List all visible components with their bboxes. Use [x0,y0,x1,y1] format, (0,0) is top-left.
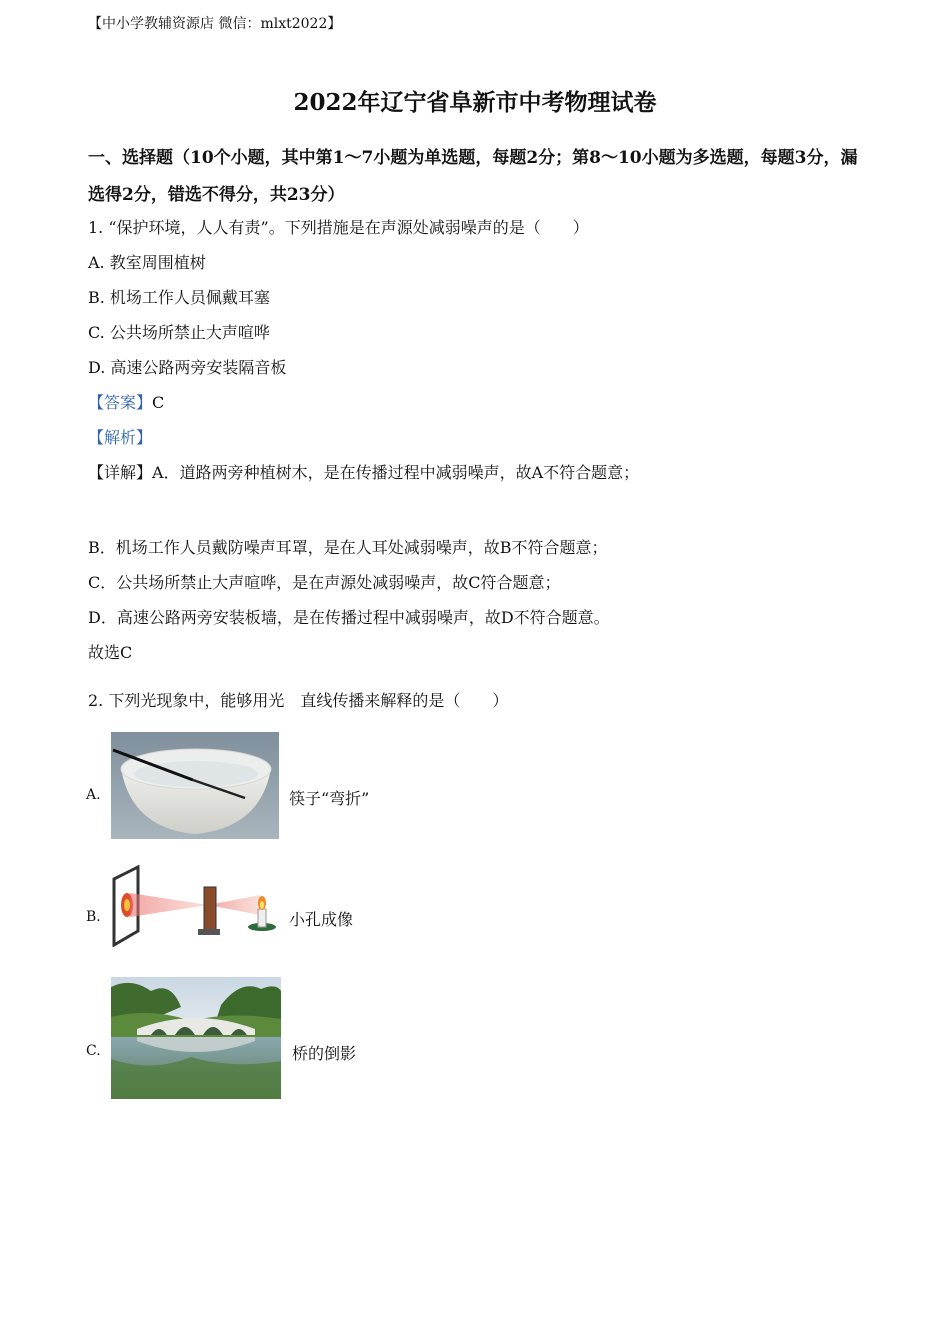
q1-detail-d: D．高速公路两旁安装板墙，是在传播过程中减弱噪声，故D不符合题意。 [88,608,610,627]
answer-value: C [152,393,165,412]
q1-option-c: C. 公共场所禁止大声喧哗 [88,323,270,342]
q2-option-b-letter: B. [86,909,101,925]
q1-conclusion: 故选C [88,643,133,662]
q1-option-a: A. 教室周围植树 [88,253,206,272]
q1-detail-c: C．公共场所禁止大声喧哗，是在声源处减弱噪声，故C符合题意； [88,573,561,592]
q2-option-a-caption: 筷子“弯折” [289,789,370,808]
pinhole-camera-image [110,865,280,947]
bridge-reflection-image [111,977,281,1099]
q1-detail-a [88,460,639,483]
page-title: 2022年辽宁省阜新市中考物理试卷 [293,89,657,116]
q1-option-b: B. 机场工作人员佩戴耳塞 [88,288,270,307]
q1-option-d: D. 高速公路两旁安装隔音板 [88,358,287,377]
q1-answer [88,390,164,413]
q2-option-c-letter: C. [86,1043,101,1059]
q2-option-a-letter: A. [86,787,101,803]
q1-stem: 1. “保护环境，人人有责”。下列措施是在声源处减弱噪声的是（ ） [88,218,589,237]
answer-tag: 【答案】 [88,393,153,412]
analysis-tag: 【解析】 [88,428,153,447]
detail-tag: 【详解】 [88,463,153,482]
q2-option-c-caption: 桥的倒影 [292,1044,357,1063]
q2-option-b-caption: 小孔成像 [289,910,354,929]
header-note: 【中小学教辅资源店 微信：mlxt2022】 [88,16,342,32]
q2-stem: 2. 下列光现象中，能够用光 直线传播来解释的是（ ） [88,691,509,710]
detail-a-text: A．道路两旁种植树木，是在传播过程中减弱噪声，故A不符合题意； [152,463,640,482]
q1-detail-b: B．机场工作人员戴防噪声耳罩，是在人耳处减弱噪声，故B不符合题意； [88,538,608,557]
section-heading: 一、选择题（10个小题，其中第1～7小题为单选题，每题2分；第8～10小题为多选题，每题3分，漏选得2分，错选不得分，共23分） [88,148,858,205]
chopsticks-bowl-image [111,732,279,839]
